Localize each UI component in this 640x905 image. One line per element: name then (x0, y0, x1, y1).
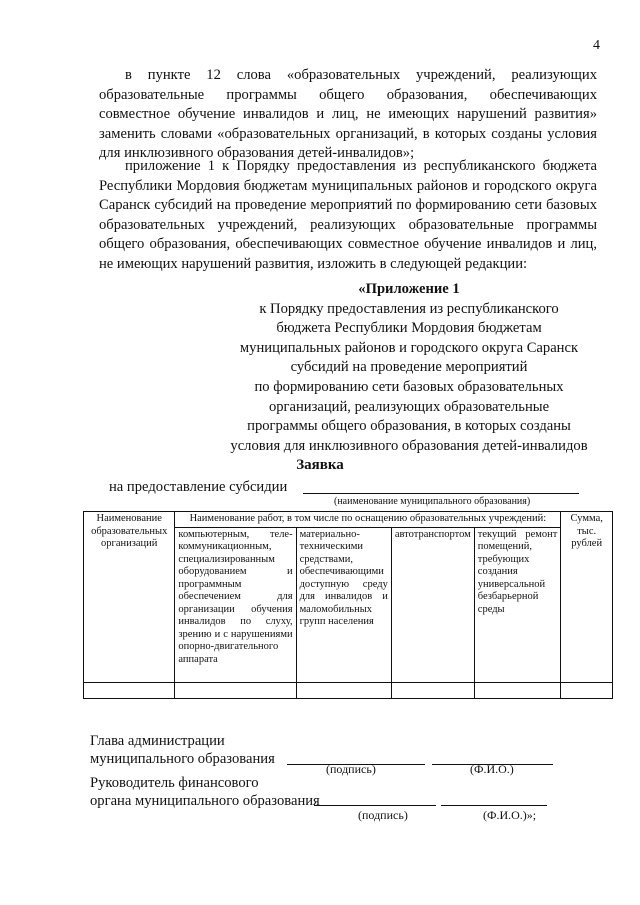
finance-label-line: Руководитель финансового (90, 775, 259, 791)
finance-fio-line[interactable] (441, 805, 547, 806)
subheader-repair: текущий ремонт помещений, требующих создания универсальной безбарьерной среды (474, 527, 561, 682)
appendix-line: по формированию сети базовых образовательных (254, 378, 564, 395)
table-cell[interactable] (474, 682, 561, 698)
table-cell[interactable] (561, 682, 613, 698)
municipal-name-hint: (наименование муниципального образования) (334, 496, 531, 507)
paragraph-2: приложение 1 к Порядку предоставления из республиканского бюджета Республики Мордовия бюджетам муниципальных районов и городского округа Саранск субсидий на проведение мероприятий по формированию сети базовых образовательных учреждений, реализующих образовательные программы общего образования, обеспечивающих совместное обучение инвалидов и лиц, не имеющих нарушений развития, изложить в следующей редакции: (99, 158, 597, 272)
appendix-line: субсидий на проведение мероприятий (290, 359, 528, 376)
application-table (83, 511, 613, 699)
table-header-row (84, 512, 613, 528)
sign-hint: (подпись) (326, 762, 376, 776)
paragraph-1: в пункте 12 слова «образовательных учреждений, реализующих образовательные программы общего образования, обеспечивающих совместное обучение инвалидов и лиц, не имеющих нарушений развития» заменить словами «образовательных организаций, в которых созданы условия для инклюзивного образования детей-инвалидов»; (99, 67, 597, 162)
table-cell[interactable] (391, 682, 474, 698)
municipal-name-line (303, 493, 579, 494)
subheader-transport: автотранспортом (391, 527, 474, 682)
appendix-line: к Порядку предоставления из республиканского (259, 300, 559, 317)
appendix-line: бюджета Республики Мордовия бюджетам (276, 320, 542, 337)
sign-hint: (подпись) (358, 808, 408, 822)
head-label (90, 732, 275, 768)
head-label-line: муниципального образования (90, 751, 275, 767)
appendix-line: программы общего образования, в которых созданы (247, 418, 571, 435)
table-cell[interactable] (175, 682, 296, 698)
finance-label-line: органа муниципального образования (90, 793, 320, 809)
appendix-line: муниципальных районов и городского округа Саранск (239, 339, 579, 356)
header-works: Наименование работ, в том числе по оснащению образовательных учреждений: (175, 512, 561, 528)
finance-label (90, 774, 320, 810)
subheader-computer-equipment: компьютерным, теле-коммуникационным, специализированным оборудованием и программным обеспечением для организации обучения инвалидов по слуху, зрению и с нарушениями опорно-двигательного аппарата (175, 527, 296, 682)
table-row (84, 682, 613, 698)
table-cell[interactable] (84, 682, 175, 698)
subheader-material-means: материально-техническими средствами, обеспечивающими доступную среду для инвалидов и маломобильных групп населения (296, 527, 391, 682)
header-sum: Сумма, тыс. рублей (561, 512, 613, 683)
fio-hint-end: (Ф.И.О.)»; (483, 808, 537, 822)
appendix-heading (220, 280, 598, 456)
appendix-line: организаций, реализующих образовательные (268, 398, 550, 415)
page-number: 4 (593, 38, 600, 53)
fio-hint: (Ф.И.О.) (470, 762, 514, 776)
appendix-title: «Приложение 1 (358, 281, 460, 297)
table-cell[interactable] (296, 682, 391, 698)
finance-signature-line[interactable] (314, 805, 436, 806)
head-label-line: Глава администрации (90, 733, 225, 749)
subsidy-label: на предоставление субсидии (109, 479, 288, 495)
appendix-line: условия для инклюзивного образования детей-инвалидов (230, 437, 588, 454)
header-org-name: Наименование образовательных организаций (84, 512, 175, 683)
application-title: Заявка (296, 457, 344, 473)
